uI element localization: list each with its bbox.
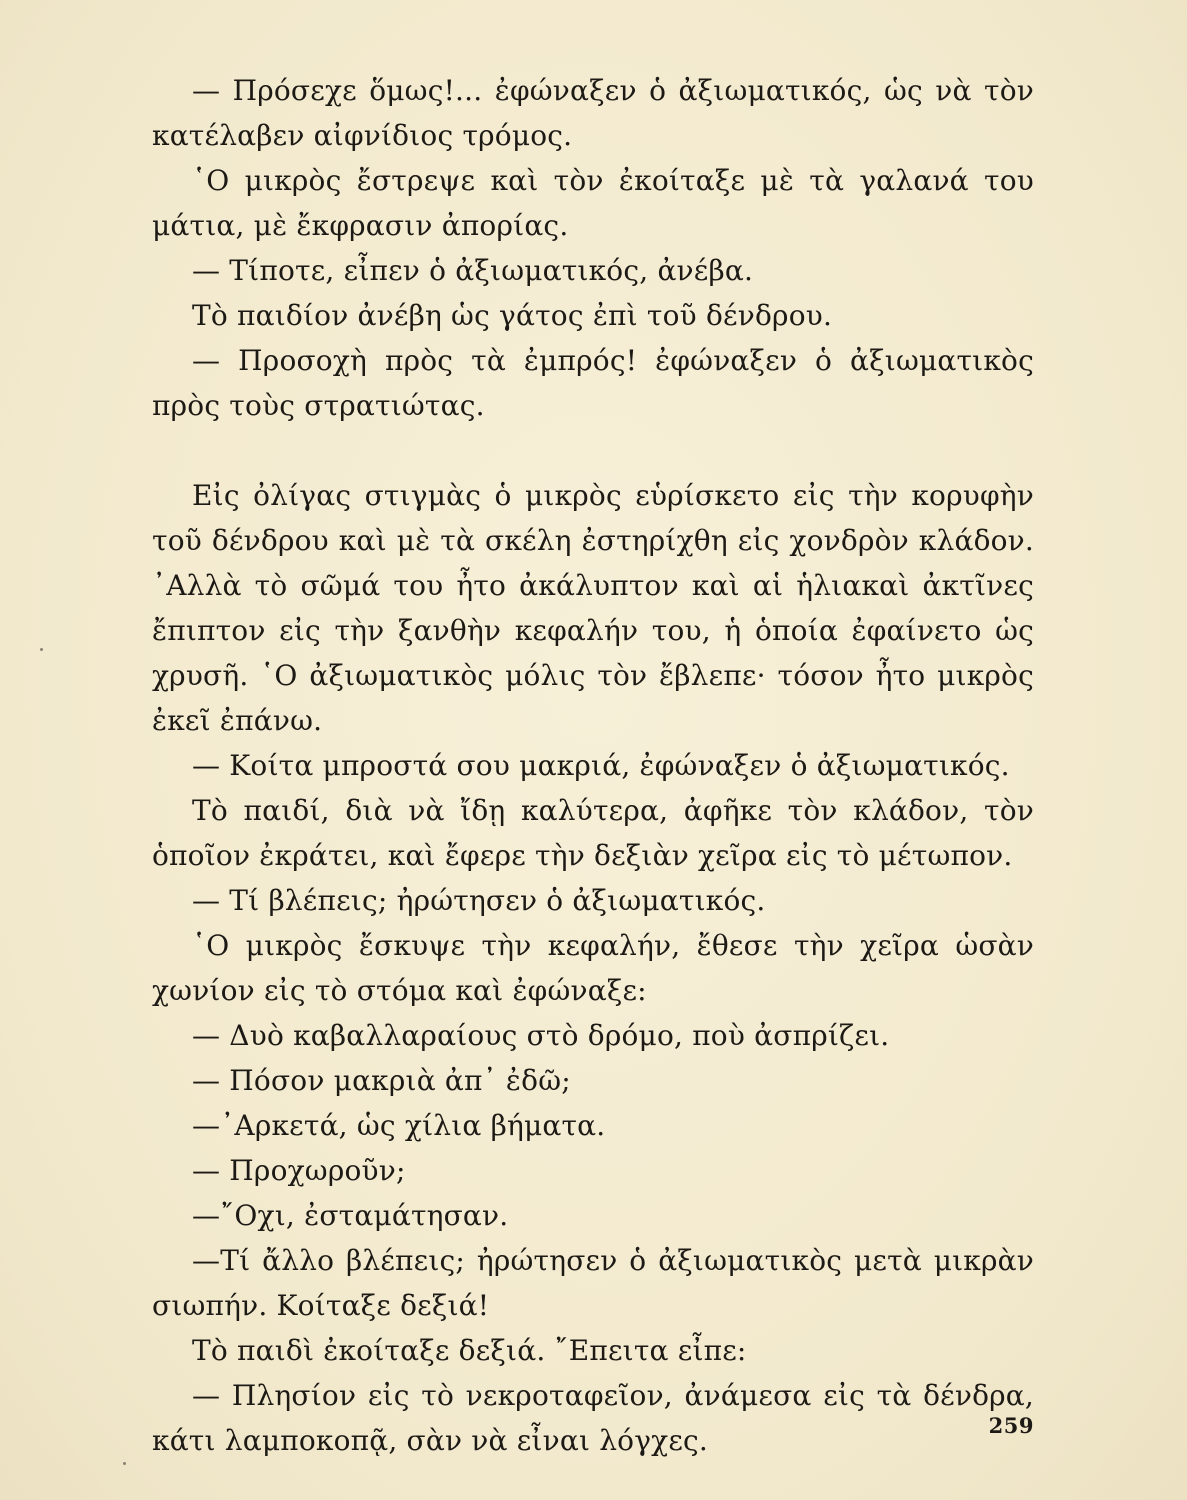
margin-speck: [40, 648, 43, 651]
paragraph-10: ῾Ο μικρὸς ἔσκυψε τὴν κεφαλήν, ἔθεσε τὴν χεῖρα ὡσὰν χωνίον εἰς τὸ στόμα καὶ ἐφώναξε:: [152, 929, 1034, 1007]
page-number: 259: [988, 1413, 1034, 1438]
margin-speck: [123, 1462, 126, 1465]
paragraph-16: —Τί ἄλλο βλέπεις; ἠρώτησεν ὁ ἀξιωματικὸς μετὰ μικρὰν σιωπήν. Κοίταξε δεξιά!: [152, 1244, 1034, 1322]
paragraph-2: ῾Ο μικρὸς ἔστρεψε καὶ τὸν ἐκοίταξε μὲ τὰ γαλανά του μάτια, μὲ ἔκφρασιν ἀπορίας.: [152, 164, 1034, 242]
paragraph-9: — Τί βλέπεις; ἠρώτησεν ὁ ἀξιωματικός.: [192, 884, 766, 917]
paragraph-4: Τὸ παιδίον ἀνέβη ὡς γάτος ἐπὶ τοῦ δένδρου.: [192, 299, 833, 332]
paragraph-8: Τὸ παιδί, διὰ νὰ ἴδῃ καλύτερα, ἀφῆκε τὸν κλάδον, τὸν ὁποῖον ἐκράτει, καὶ ἔφερε τὴν δεξιὰν χεῖρα εἰς τὸ μέτωπον.: [152, 794, 1034, 872]
body-text: [152, 68, 1034, 1463]
paragraph-17: Τὸ παιδὶ ἐκοίταξε δεξιά. ῎Επειτα εἶπε:: [192, 1334, 747, 1367]
paragraph-11: — Δυὸ καβαλλαραίους στὸ δρόμο, ποὺ ἀσπρίζει.: [192, 1019, 890, 1052]
paragraph-3: — Τίποτε, εἶπεν ὁ ἀξιωματικός, ἀνέβα.: [192, 254, 754, 287]
paragraph-13: —᾿Αρκετά, ὡς χίλια βήματα.: [192, 1109, 606, 1142]
paragraph-1: — Πρόσεχε ὅμως!... ἐφώναξεν ὁ ἀξιωματικός, ὡς νὰ τὸν κατέλαβεν αἰφνίδιος τρόμος.: [152, 74, 1034, 152]
paragraph-7: — Κοίτα μπροστά σου μακριά, ἐφώναξεν ὁ ἀξιωματικός.: [192, 749, 1010, 782]
paragraph-15: —῎Οχι, ἐσταμάτησαν.: [192, 1199, 509, 1232]
paragraph-12: — Πόσον μακριὰ ἀπ᾿ ἐδῶ;: [192, 1064, 571, 1097]
paragraph-14: — Προχωροῦν;: [192, 1154, 406, 1187]
paragraph-5: — Προσοχὴ πρὸς τὰ ἐμπρός! ἐφώναξεν ὁ ἀξιωματικὸς πρὸς τοὺς στρατιώτας.: [152, 344, 1034, 422]
paragraph-6: Εἰς ὀλίγας στιγμὰς ὁ μικρὸς εὑρίσκετο εἰς τὴν κορυφὴν τοῦ δένδρου καὶ μὲ τὰ σκέλη ἐστηρίχθη εἰς χονδρὸν κλάδον. ᾿Αλλὰ τὸ σῶμά του ἦτο ἀκάλυπτον καὶ αἱ ἡλιακαὶ ἀκτῖνες ἔπιπτον εἰς τὴν ξανθὴν κεφαλήν του, ἡ ὁποία ἐφαίνετο ὡς χρυσῆ. ῾Ο ἀξιωματικὸς μόλις τὸν ἔβλεπε· τόσον ἦτο μικρὸς ἐκεῖ ἐπάνω.: [152, 479, 1034, 737]
paragraph-18: — Πλησίον εἰς τὸ νεκροταφεῖον, ἀνάμεσα εἰς τὰ δένδρα, κάτι λαμποκοπᾷ, σὰν νὰ εἶναι λόγχες.: [152, 1379, 1034, 1457]
